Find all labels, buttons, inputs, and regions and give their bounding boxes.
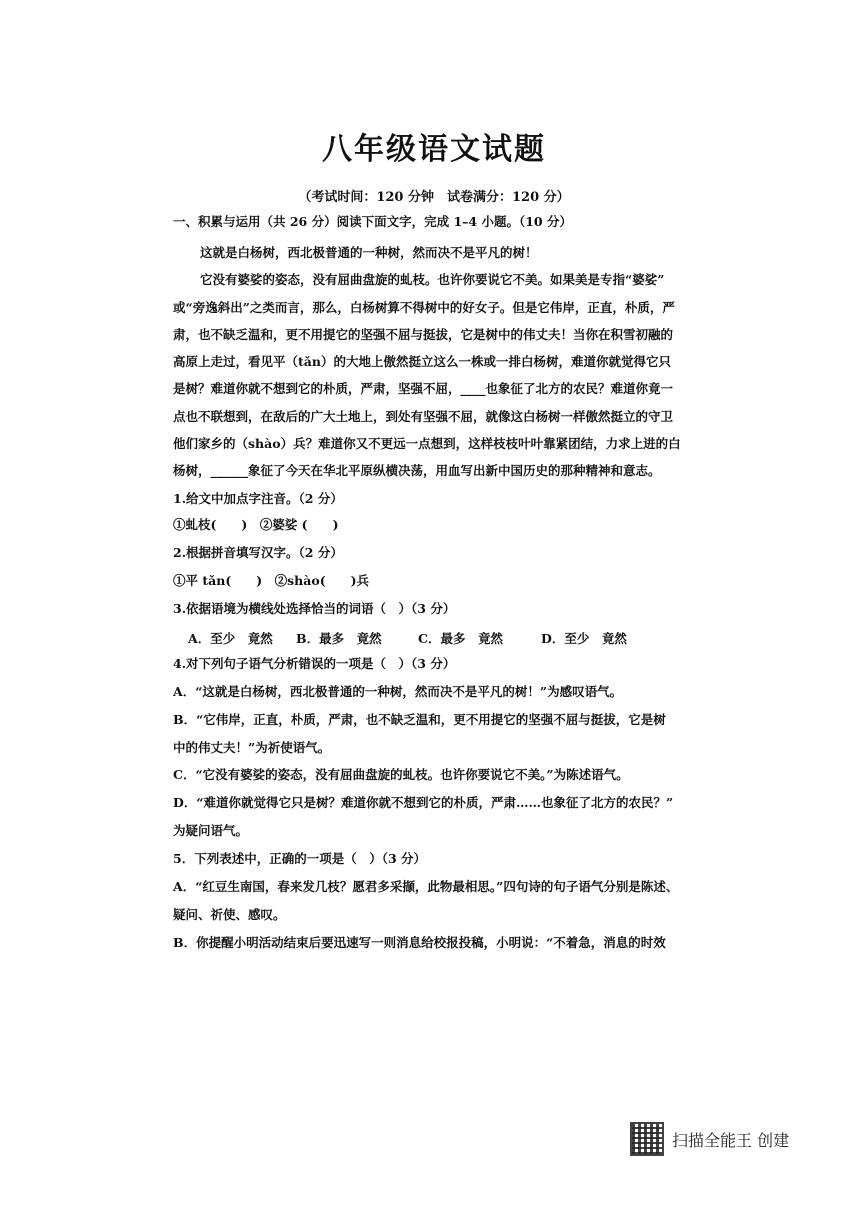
passage-line: 点也不联想到，在敌后的广大土地上，到处有坚强不屈，就像这白杨树一样傲然挺立的守卫 [173,409,674,424]
passage-line: 杨树，______象征了今天在华北平原纵横决荡，用血写出新中国历史的那种精神和意志。 [173,463,661,478]
passage-line: 它没有婆娑的姿态，没有屈曲盘旋的虬枝。也许你要说它不美。如果美是专指“婆娑” [200,272,665,287]
watermark-text: 扫描全能王 创建 [672,1130,790,1150]
passage-line: 高原上走过，看见平（tǎn）的大地上傲然挺立这么一株或一排白杨树，难道你就觉得它只 [173,354,671,369]
section-heading: 一、积累与运用（共 26 分）阅读下面文字，完成 1–4 小题。（10 分） [173,214,572,229]
question-3-option-d: D．至少 竟然 [541,631,627,646]
question-5-option-line: B．你提醒小明活动结束后要迅速写一则消息给校报投稿，小明说：“不着急，消息的时效 [173,935,666,950]
question-4-option-line: B．“它伟岸，正直，朴质，严肃，也不缺乏温和，更不用提它的坚强不屈与挺拔，它是树 [173,712,666,727]
question-3-stem: 3.依据语境为横线处选择恰当的词语（ ）（3 分） [173,601,456,616]
question-3-option-c: C．最多 竟然 [418,631,503,646]
question-4-stem: 4.对下列句子语气分析错误的一项是（ ）（3 分） [173,656,456,671]
page-title: 八年级语文试题 [322,132,546,167]
qr-code-icon [630,1122,664,1156]
question-5-option-line: 疑问、祈使、感叹。 [173,907,286,922]
scanner-watermark [630,1122,789,1156]
passage-line: 是树？难道你就不想到它的朴质，严肃，坚强不屈，____也象征了北方的农民？难道你竟一 [173,381,674,396]
question-5-stem: 5．下列表述中，正确的一项是（ ）（3 分） [173,851,426,866]
question-4-option-line: D．“难道你就觉得它只是树？难道你就不想到它的朴质，严肃……也象征了北方的农民？” [173,795,674,810]
question-4-option-line: A．“这就是白杨树，西北极普通的一种树，然而决不是平凡的树！”为感叹语气。 [173,684,623,699]
question-4-option-line: 为疑问语气。 [173,823,249,838]
exam-info: （考试时间：120 分钟 试卷满分：120 分） [298,190,570,205]
question-1-answer-line: ①虬枝( ) ②婆娑 ( ) [173,517,339,532]
passage-line: 或“旁逸斜出”之类而言，那么，白杨树算不得树中的好女子。但是它伟岸，正直，朴质，严 [173,300,675,315]
passage-line: 这就是白杨树，西北极普通的一种树，然而决不是平凡的树！ [200,245,538,260]
question-3-option-b: B．最多 竟然 [296,631,382,646]
question-5-option-line: A．“红豆生南国，春来发几枝？愿君多采撷，此物最相思。”四句诗的句子语气分别是陈述、 [173,879,679,894]
question-2-stem: 2.根据拼音填写汉字。（2 分） [173,545,343,560]
question-4-option-line: 中的伟丈夫！”为祈使语气。 [173,740,331,755]
question-1-stem: 1.给文中加点字注音。（2 分） [173,491,343,506]
question-4-option-line: C．“它没有婆娑的姿态，没有屈曲盘旋的虬枝。也许你要说它不美。”为陈述语气。 [173,767,629,782]
question-3-option-a: A．至少 竟然 [188,631,273,646]
question-2-answer-line: ①平 tǎn( ) ②shào( )兵 [173,573,370,588]
passage-line: 肃，也不缺乏温和，更不用提它的坚强不屈与挺拔，它是树中的伟丈夫！当你在积雪初融的 [173,327,674,342]
passage-line: 他们家乡的（shào）兵？难道你又不更远一点想到，这样枝枝叶叶靠紧团结，力求上进的白 [173,436,681,451]
